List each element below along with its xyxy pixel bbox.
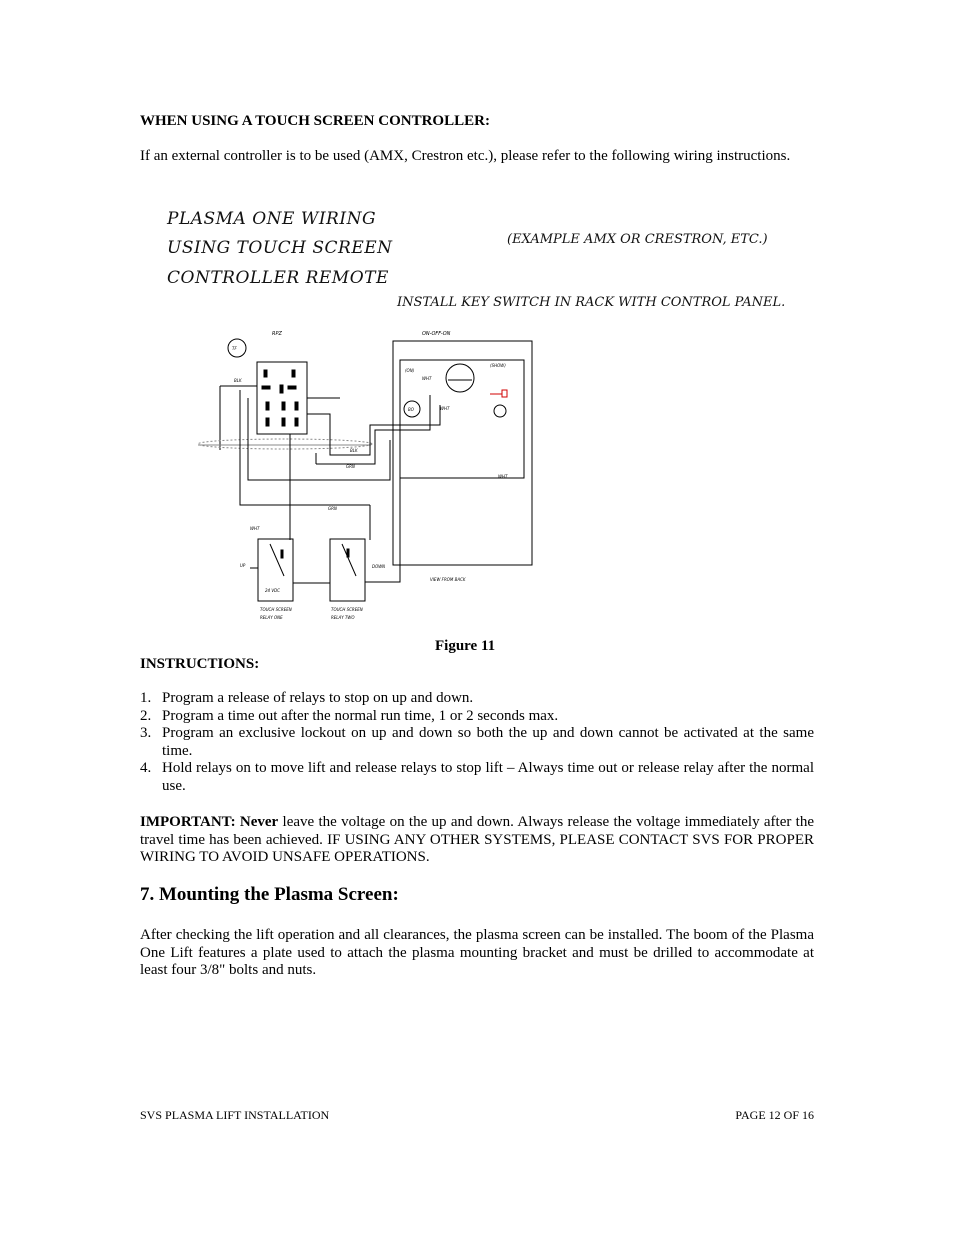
label-relay-two-line1: TOUCH SCREEN: [331, 607, 363, 612]
label-24vdc: 24 VDC: [265, 588, 280, 593]
label-relay-two-line2: RELAY TWO: [331, 615, 355, 620]
figure-caption: Figure 11: [435, 638, 496, 654]
label-wht-switch-top: WHT: [422, 376, 432, 381]
label-blk-mid: BLK: [350, 448, 358, 453]
label-bo: BO: [408, 407, 414, 412]
relay-two-box: [330, 539, 365, 601]
figure-title-line-2: USING TOUCH SCREEN: [167, 238, 393, 258]
important-label: IMPORTANT:: [140, 814, 236, 830]
label-grn-mid: GRN: [346, 464, 355, 469]
list-item: 2. Program a time out after the normal run time, 1 or 2 seconds max.: [140, 707, 559, 724]
label-view-from-back: VIEW FROM BACK: [430, 577, 466, 582]
label-down: DOWN: [372, 564, 386, 569]
list-item: 4. Hold relays on to move lift and release relays to stop lift – Always time out or release relay after the normal use.: [140, 760, 814, 794]
intro-paragraph: If an external controller is to be used (AMX, Crestron etc.), please refer to the following wiring instructions.: [140, 148, 791, 164]
wiring-diagram: [190, 320, 550, 630]
label-wht-right: WHT: [498, 474, 508, 479]
label-show: (SHOW): [490, 363, 506, 368]
instructions-list: [140, 690, 814, 795]
important-never: Never: [239, 814, 279, 830]
label-wht-switch-bottom: WHT: [440, 406, 450, 411]
label-wht-left: WHT: [250, 526, 260, 531]
label-relay-one-line1: TOUCH SCREEN: [260, 607, 292, 612]
label-blk-left: BLK: [234, 378, 242, 383]
list-item: 3. Program an exclusive lockout on up and down so both the up and down cannot be activated at the same time.: [140, 725, 814, 759]
label-rpz: RPZ: [272, 331, 282, 337]
figure-title-line-3: CONTROLLER REMOTE: [167, 268, 389, 288]
label-up: UP: [240, 563, 246, 568]
figure-example-note: (EXAMPLE AMX OR CRESTRON, ETC.): [507, 232, 768, 247]
touch-screen-heading: WHEN USING A TOUCH SCREEN CONTROLLER:: [140, 113, 490, 129]
label-on: (ON): [405, 368, 415, 373]
key-switch-box: [393, 341, 532, 565]
footer-page-number: PAGE 12 OF 16: [735, 1108, 814, 1122]
important-paragraph: [140, 814, 814, 867]
important-text: leave the voltage on the up and down. Always release the voltage immediately after the travel time has been achieved. IF USING ANY OTHER SYSTEMS, PLEASE CONTACT SVS FOR PROPER WIRING TO AVOID UNSAFE OPERATIONS.: [140, 814, 814, 865]
figure-title-line-1: PLASMA ONE WIRING: [167, 209, 377, 229]
section-title: 7. Mounting the Plasma Screen:: [140, 884, 399, 905]
label-tf: TF: [232, 346, 237, 351]
list-item: 1. Program a release of relays to stop on up and down.: [140, 690, 474, 706]
instructions-heading: INSTRUCTIONS:: [140, 656, 260, 672]
mounting-paragraph: After checking the lift operation and all clearances, the plasma screen can be installed. The boom of the Plasma One Lift features a plate used to attach the plasma mounting bracket and must be drilled to accommodate at least four 3/8" bolts and nuts.: [140, 927, 814, 978]
figure-install-note: INSTALL KEY SWITCH IN RACK WITH CONTROL PANEL.: [397, 295, 786, 310]
footer-left: SVS PLASMA LIFT INSTALLATION: [140, 1108, 330, 1122]
label-grn-low: GRN: [328, 506, 337, 511]
label-relay-one-line2: RELAY ONE: [260, 615, 283, 620]
label-on-off-on: ON-OFF-ON: [422, 331, 451, 337]
